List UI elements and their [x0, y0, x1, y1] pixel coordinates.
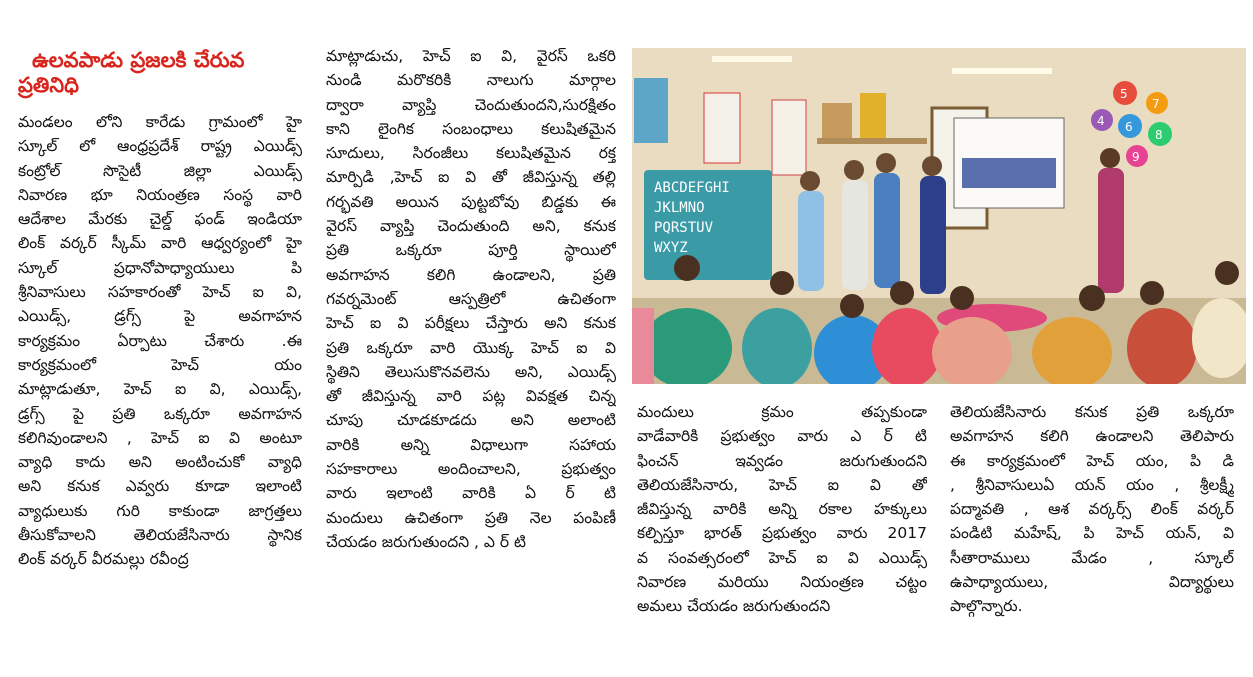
article-line: చూపు చూడకూడదు అని అలాంటి — [326, 411, 616, 430]
article-line: హెచ్ ఐ వి పరీక్షలు చేస్తారు అని కనుక — [326, 314, 616, 333]
article-line: పద్మావతి , ఆశ వర్కర్స్ లింక్ వర్కర్ — [950, 500, 1234, 519]
article-line: ద్వారా వ్యాప్తి చెందుతుందని,సురక్షితం — [326, 95, 616, 114]
article-line: తెలియజేసినారు కనుక ప్రతి ఒక్కరూ — [950, 403, 1234, 421]
article-line: మాట్లాడుతూ, హెచ్ ఐ వి, ఎయిడ్స్, — [18, 380, 302, 399]
alphabet-row: ABCDEFGHI — [654, 180, 730, 196]
alphabet-row: PQRSTUV — [654, 220, 714, 236]
article-line: మాట్లాడుచు, హెచ్ ఐ వి, వైరస్ ఒకరి — [326, 47, 616, 65]
headline-title: ఉలవపాడు ప్రజలకి చేరువ — [32, 48, 245, 72]
article-line: మండలం లోని కారేడు గ్రామంలో హై — [18, 113, 302, 131]
article-line: పండిటి మహేష్, పి హెచ్ యన్, వి — [950, 524, 1234, 543]
headline — [18, 48, 308, 98]
article-line: వారికి అన్ని విధాలుగా సహాయ — [326, 435, 616, 454]
article-line: స్థితిని తెలుసుకొనవలెను అని, ఎయిడ్స్ — [326, 362, 616, 381]
alphabet-row: JKLMNO — [654, 200, 705, 216]
balloon-number: 8 — [1155, 128, 1163, 142]
wall-poster — [634, 78, 668, 143]
wall-shelf — [817, 138, 927, 144]
article-line: కార్యక్రమం ఏర్పాటు చేశారు .ఈ — [18, 331, 302, 350]
article-line: వాడేవారికి ప్రభుత్వం వారు ఎ ర్ టి — [637, 427, 927, 446]
article-line: వ్యాధి కాదు అని అంటించుకో వ్యాధి — [18, 453, 302, 472]
article-line: స్కూల్ లో ఆంధ్రప్రదేశ్ రాష్ట్ర ఎయిడ్స్ — [18, 137, 302, 156]
article-line: ఫించన్ ఇవ్వడం జరుగుతుందని — [637, 451, 927, 470]
article-line: మందులు క్రమం తప్పకుండా — [637, 403, 927, 421]
ceiling-light — [712, 56, 792, 62]
chair — [632, 308, 654, 384]
article-line: నివారణ మరియు నియంత్రణ చట్టం — [637, 573, 927, 592]
balloon-number: 5 — [1120, 87, 1128, 101]
article-line: లింక్ వర్కర్ స్కీమ్ వారి ఆధ్వర్యంలో హై — [18, 234, 302, 253]
article-line: తెలియజేసినారు, హెచ్ ఐ వి తో — [637, 475, 927, 494]
article-line: ప్రతి ఒక్కరూ పూర్తి స్థాయిలో — [326, 241, 616, 260]
article-line: కల్పిస్తూ భారత్ ప్రభుత్వం వారు 2017 — [637, 524, 927, 543]
article-line: సీతారాములు మేడం , స్కూల్ — [950, 548, 1234, 567]
article-line: కలిగివుండాలని , హెచ్ ఐ వి అంటూ — [18, 428, 302, 447]
article-line: ఈ కార్యక్రమంలో హెచ్ యం, పి డి — [950, 451, 1234, 470]
article-line: సూదులు, సిరంజీలు కలుషితమైన రక్త — [326, 144, 616, 163]
article-line: పాల్గొన్నారు. — [950, 597, 1023, 616]
article-line: అని కనుక ఎవ్వరు కూడా ఇలాంటి — [18, 477, 302, 496]
balloon-number: 7 — [1152, 97, 1160, 111]
balloon-number: 4 — [1097, 114, 1105, 128]
article-column-4 — [950, 400, 1234, 619]
article-line: కాని లైంగిక సంబంధాలు కలుషితమైన — [326, 119, 616, 138]
article-column-3 — [637, 400, 927, 619]
balloon-number: 9 — [1132, 150, 1140, 164]
article-line: సహకారాలు అందించాలని, ప్రభుత్వం — [326, 460, 616, 479]
article-line: , శ్రీనివాసులుఏ యన్ యం , శ్రీలక్ష్మీ — [950, 475, 1234, 494]
article-line: కార్యక్రమంలో హెచ్ యం — [18, 355, 302, 374]
article-line: ఆదేశాల మేరకు చైల్డ్ ఫండ్ ఇండియా — [18, 210, 302, 229]
article-line: మందులు ఉచితంగా ప్రతి నెల పంపిణీ — [326, 508, 616, 527]
article-line: ఎయిడ్స్, డ్రగ్స్ పై అవగాహన — [18, 307, 302, 326]
article-line: గర్భవతి అయిన పుట్టబోవు బిడ్డకు ఈ — [326, 192, 616, 211]
article-line: లింక్ వర్కర్ వీరమల్లు రవీంద్ర — [18, 550, 189, 569]
banner-image — [962, 158, 1056, 188]
balloon-number: 6 — [1125, 120, 1133, 134]
wall-poster — [704, 93, 740, 163]
news-photo — [632, 48, 1246, 384]
article-line: నుండి మరొకరికి నాలుగు మార్గాల — [326, 71, 616, 90]
article-column-2 — [326, 44, 616, 554]
awareness-program-photo — [632, 48, 1246, 384]
article-line: గవర్నమెంట్ ఆస్పత్రిలో ఉచితంగా — [326, 289, 616, 308]
article-line: వ సంవత్సరంలో హెచ్ ఐ వి ఎయిడ్స్ — [637, 548, 927, 567]
article-line: కంట్రోల్ సొసైటీ జిల్లా ఎయిడ్స్ — [18, 161, 302, 180]
alphabet-row: WXYZ — [654, 240, 688, 256]
article-line: వైరస్ వ్యాప్తి చెందుతుంది అని, కనుక — [326, 217, 616, 236]
article-line: నివారణ భూ నియంత్రణ సంస్థ వారి — [18, 185, 302, 204]
article-line: స్కూల్ ప్రధానోపాధ్యాయులు పి — [18, 258, 302, 277]
article-line: అమలు చేయడం జరుగుతుందని — [637, 597, 831, 616]
ceiling-light — [952, 68, 1052, 74]
article-line: శ్రీనివాసులు సహకారంతో హెచ్ ఐ వి, — [18, 283, 302, 302]
shelf-box — [822, 103, 852, 138]
shelf-box — [860, 93, 886, 138]
article-line: అవగాహన కలిగి ఉండాలని తెలిపారు — [950, 427, 1234, 446]
article-line: జీవిస్తున్న వారికి అన్ని రకాల హక్కులు — [637, 500, 927, 519]
article-line: డ్రగ్స్ పై ప్రతి ఒక్కరూ అవగాహన — [18, 404, 302, 423]
article-line: తీసుకోవాలని తెలియజేసినారు స్థానిక — [18, 526, 302, 545]
wall-poster — [772, 100, 806, 175]
article-line: చేయడం జరుగుతుందని , ఎ ర్ టి — [326, 532, 526, 551]
article-column-1 — [18, 110, 302, 572]
article-line: తో జీవిస్తున్న వారి పట్ల వివక్షత చిన్న — [326, 387, 616, 406]
headline-byline: ప్రతినిధి — [18, 73, 79, 97]
article-line: మార్పిడి ,హెచ్ ఐ వి తో జీవిస్తున్న తల్లి — [326, 168, 616, 187]
article-line: వ్యాధులుకు గురి కాకుండా జాగ్రత్తలు — [18, 501, 302, 520]
article-line: వారు ఇలాంటి వారికి ఏ ర్ టి — [326, 484, 616, 503]
article-line: ప్రతి ఒక్కరూ వారి యొక్క హెచ్ ఐ వి — [326, 338, 616, 357]
article-line: ఉపాధ్యాయులు, విద్యార్థులు — [950, 573, 1234, 592]
article-line: అవగాహన కలిగి ఉండాలని, ప్రతి — [326, 265, 616, 284]
